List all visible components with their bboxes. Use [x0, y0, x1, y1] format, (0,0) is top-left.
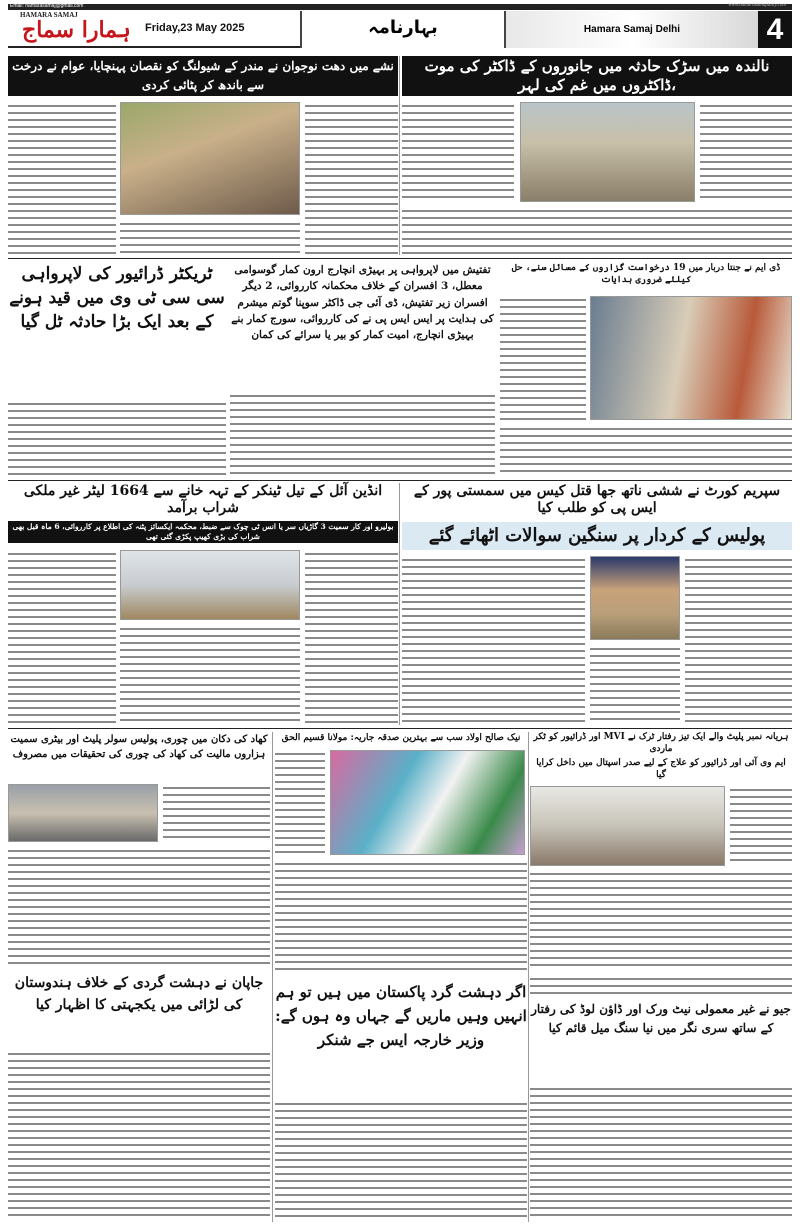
subhead-police-role: پولیس کے کردار پر سنگین سوالات اٹھائے گئے [402, 522, 792, 550]
headline-indian-oil: انڈین آئل کے تیل ٹینکر کے تہہ خانے سے 1664 لیٹر غیر ملکی شراب برآمد [23, 483, 383, 516]
photo-accident-crowd [520, 102, 695, 202]
story-text [402, 556, 585, 725]
story-text [402, 207, 792, 255]
story-text [530, 975, 792, 995]
headline-drunk-youth: نشے میں دھت نوجوان نے مندر کے شیولنگ کو نقصان پہنچایا، عوام نے درخت سے باندھ کر پٹائی کردی [8, 56, 398, 96]
column-divider [272, 732, 273, 1222]
story-text [685, 556, 792, 725]
divider [8, 480, 792, 481]
story-text [305, 102, 398, 255]
column-divider [399, 483, 400, 725]
headline-japan: جاپان نے دہشت گردی کے خلاف ہندوستان کی لڑائی میں یکجہتی کا اظہار کیا [14, 975, 264, 1014]
photo-sp-portrait [590, 556, 680, 640]
headline-jaishankar: اگر دہشت گرد پاکستان میں ہیں تو ہم انہیں وہیں ماریں گے جہاں وہ ہوں گے: وزیر خارجہ ایس جے شنکر [275, 983, 527, 1049]
story-text [402, 102, 514, 202]
edition-name: Hamara Samaj Delhi [506, 11, 758, 48]
column-divider [528, 732, 529, 1222]
headline-tractor: ٹریکٹر ڈرائیور کی لاپرواہی سی سی ٹی وی میں قید ہونے کے بعد ایک بڑا حادثہ ٹل گیا [9, 264, 225, 332]
strap-indian-oil: بولیرو اور کار سمیت 3 گاڑیاں سر یا انس ٹی چوک سے ضبط، محکمہ ایکسائز پٹنہ کی اطلاع پر کارروائی، 6 ماہ قبل بھی شراب کی بڑی کھیپ پکڑی گئی تھی [8, 521, 398, 543]
divider [8, 258, 792, 259]
subhead-truck-mvi: ایم وی آئی اور ڈرائیور کو علاج کے لیے صدر اسپتال میں داخل کرایا گیا [536, 758, 786, 781]
logo-english: HAMARA SAMAJ [20, 11, 78, 19]
story-text [730, 786, 792, 866]
photo-hospital [530, 786, 725, 866]
headline-jio: جیو نے غیر معمولی نیٹ ورک اور ڈاؤن لوڈ کی رفتار کے ساتھ سری نگر میں نیا سنگ میل قائم کیا [531, 1002, 791, 1036]
photo-shop [8, 784, 158, 842]
issue-date: Friday,23 May 2025 [145, 22, 245, 34]
story-text [8, 102, 116, 255]
story-text [530, 870, 792, 970]
headline-nalanda: نالندہ میں سڑک حادثہ میں جانوروں کے ڈاکٹر کی موت ،ڈاکٹروں میں غم کی لہر [402, 56, 792, 96]
photo-religious-gathering [330, 750, 525, 855]
story-text [8, 1050, 270, 1220]
story-text [120, 220, 300, 255]
headline-dm-janta-darbar: ڈی ایم نے جنتا دربار میں 19 درخواست گزاروں کے مسائل سنے، حل کیلئے ضروری ہدایات [511, 263, 781, 286]
story-text [230, 392, 495, 475]
story-text [8, 847, 270, 967]
headline-supreme-court: سپریم کورٹ نے ششی ناتھ جھا قتل کیس میں سمستی پور کے ایس پی کو طلب کیا [413, 483, 781, 516]
headline-negligence: تفتیش میں لاپرواہی پر بہیڑی انچارج ارون کمار گوسوامی معطل، 3 افسران کے خلاف محکمانہ کارروائی، 2 دیگر افسران زیر تفتیش، ڈی آئی جی ڈاکٹر سوپنا گوتم میشرم کی ہدایت پر ایس ایس پی نے کی کارروائی، سورج کمار بنے بہیڑی انچارج، امیت کمار کو بیر یا سرائے کی کمان [231, 264, 494, 342]
story-text [275, 860, 527, 970]
story-text [700, 102, 792, 202]
headline-maulana: نیک صالح اولاد سب سے بہترین صدقہ جاریہ: مولانا قسیم الحق [281, 733, 521, 743]
section-title: بہارنامہ [300, 11, 506, 48]
story-text [530, 1085, 792, 1220]
story-text [120, 625, 300, 725]
story-text [500, 425, 792, 475]
story-text [163, 784, 270, 842]
story-text [8, 400, 226, 475]
story-text [275, 1100, 527, 1220]
column-divider [399, 56, 400, 255]
story-text [500, 296, 586, 420]
logo-urdu: ہمارا سماج [22, 17, 131, 43]
divider [8, 728, 792, 729]
photo-village-crowd [120, 102, 300, 215]
photo-dm-office [590, 296, 792, 420]
photo-oil-tanker [120, 550, 300, 620]
email: Email: hamarasamaj@gmail.com [10, 3, 84, 9]
headline-fertilizer-theft: کھاد کی دکان میں چوری، پولیس سولر پلیٹ اور بیٹری سمیت ہزاروں مالیت کی کھاد کی چوری کی تحقیقات میں مصروف [10, 734, 268, 760]
website: www.hamarasamajdaily.com [728, 3, 786, 8]
story-text [8, 550, 116, 725]
story-text [275, 750, 325, 855]
story-text [305, 550, 398, 725]
page-number: 4 [758, 11, 792, 48]
story-text [590, 645, 680, 725]
headline-truck-mvi: ہریانہ نمبر پلیٹ والے ایک تیز رفتار ٹرک نے MVI اور ڈرائیور کو ٹکر ماردی [533, 732, 789, 755]
